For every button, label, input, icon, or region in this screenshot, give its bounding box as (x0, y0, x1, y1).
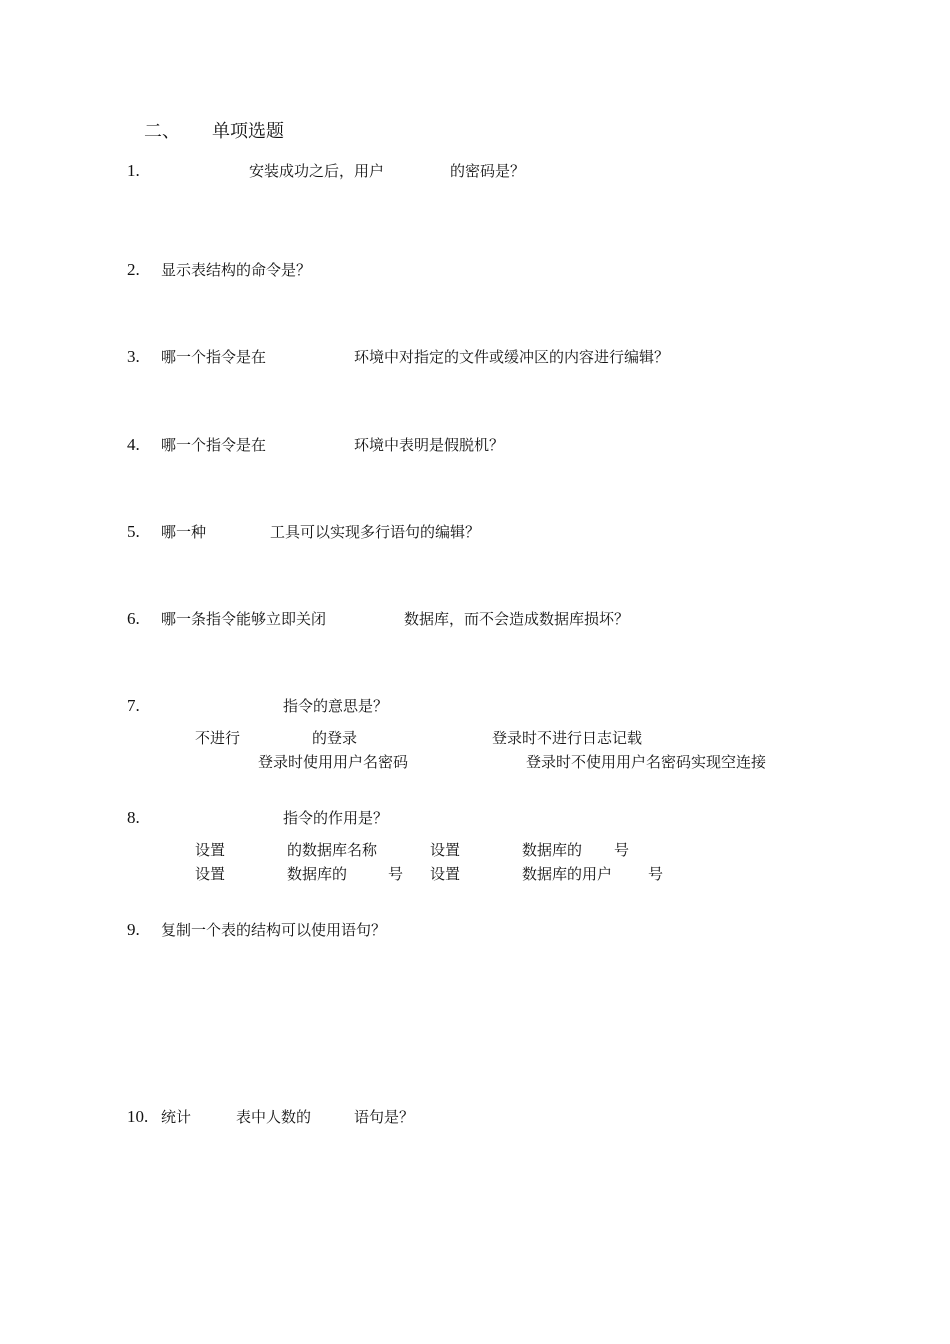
option-text: 的数据库名称 (287, 841, 378, 859)
question-number: 7. (127, 696, 140, 715)
question-text: 工具可以实现多行语句的编辑？ (270, 523, 481, 541)
question-text: 统计 (161, 1108, 192, 1126)
question-number: 3. (127, 347, 140, 366)
question-number: 2. (127, 260, 140, 279)
question-text: 安装成功之后，用户 (249, 162, 385, 180)
question-number: 6. (127, 609, 140, 628)
question-text: 哪一条指令能够立即关闭 (161, 610, 327, 628)
option-text: 数据库的 (287, 865, 348, 883)
option-text: 设置 (430, 865, 461, 883)
question-text: 复制一个表的结构可以使用语句？ (161, 921, 387, 939)
question-number: 8. (127, 808, 140, 827)
question-text: 哪一个指令是在 (161, 348, 267, 366)
question-text: 的密码是？ (450, 162, 526, 180)
question-text: 显示表结构的命令是？ (161, 261, 312, 279)
question-number: 5. (127, 522, 140, 541)
option-text: 号 (614, 841, 630, 859)
section-number: 二、 (144, 121, 180, 142)
question-number: 4. (127, 435, 140, 454)
option-text: 登录时不使用用户名密码实现空连接 (526, 753, 767, 771)
question-text: 哪一个指令是在 (161, 436, 267, 454)
question-text: 指令的作用是？ (283, 809, 389, 827)
option-text: 不进行 (195, 729, 241, 747)
option-text: 设置 (195, 841, 226, 859)
question-number: 1. (127, 161, 140, 180)
option-text: 设置 (430, 841, 461, 859)
question-text: 数据库，而不会造成数据库损坏？ (404, 610, 630, 628)
question-text: 指令的意思是？ (283, 697, 389, 715)
question-number: 9. (127, 920, 140, 939)
option-text: 号 (388, 865, 404, 883)
option-text: 设置 (195, 865, 226, 883)
section-title: 单项选题 (212, 121, 284, 142)
option-text: 登录时不进行日志记载 (492, 729, 643, 747)
question-text: 语句是？ (354, 1108, 415, 1126)
question-text: 环境中对指定的文件或缓冲区的内容进行编辑？ (354, 348, 670, 366)
option-text: 的登录 (312, 729, 358, 747)
question-text: 哪一种 (161, 523, 207, 541)
question-text: 表中人数的 (236, 1108, 312, 1126)
question-number: 10. (127, 1107, 149, 1126)
option-text: 数据库的 (522, 841, 583, 859)
option-text: 数据库的用户 (522, 865, 613, 883)
option-text: 号 (648, 865, 664, 883)
option-text: 登录时使用用户名密码 (258, 753, 409, 771)
question-text: 环境中表明是假脱机？ (354, 436, 505, 454)
